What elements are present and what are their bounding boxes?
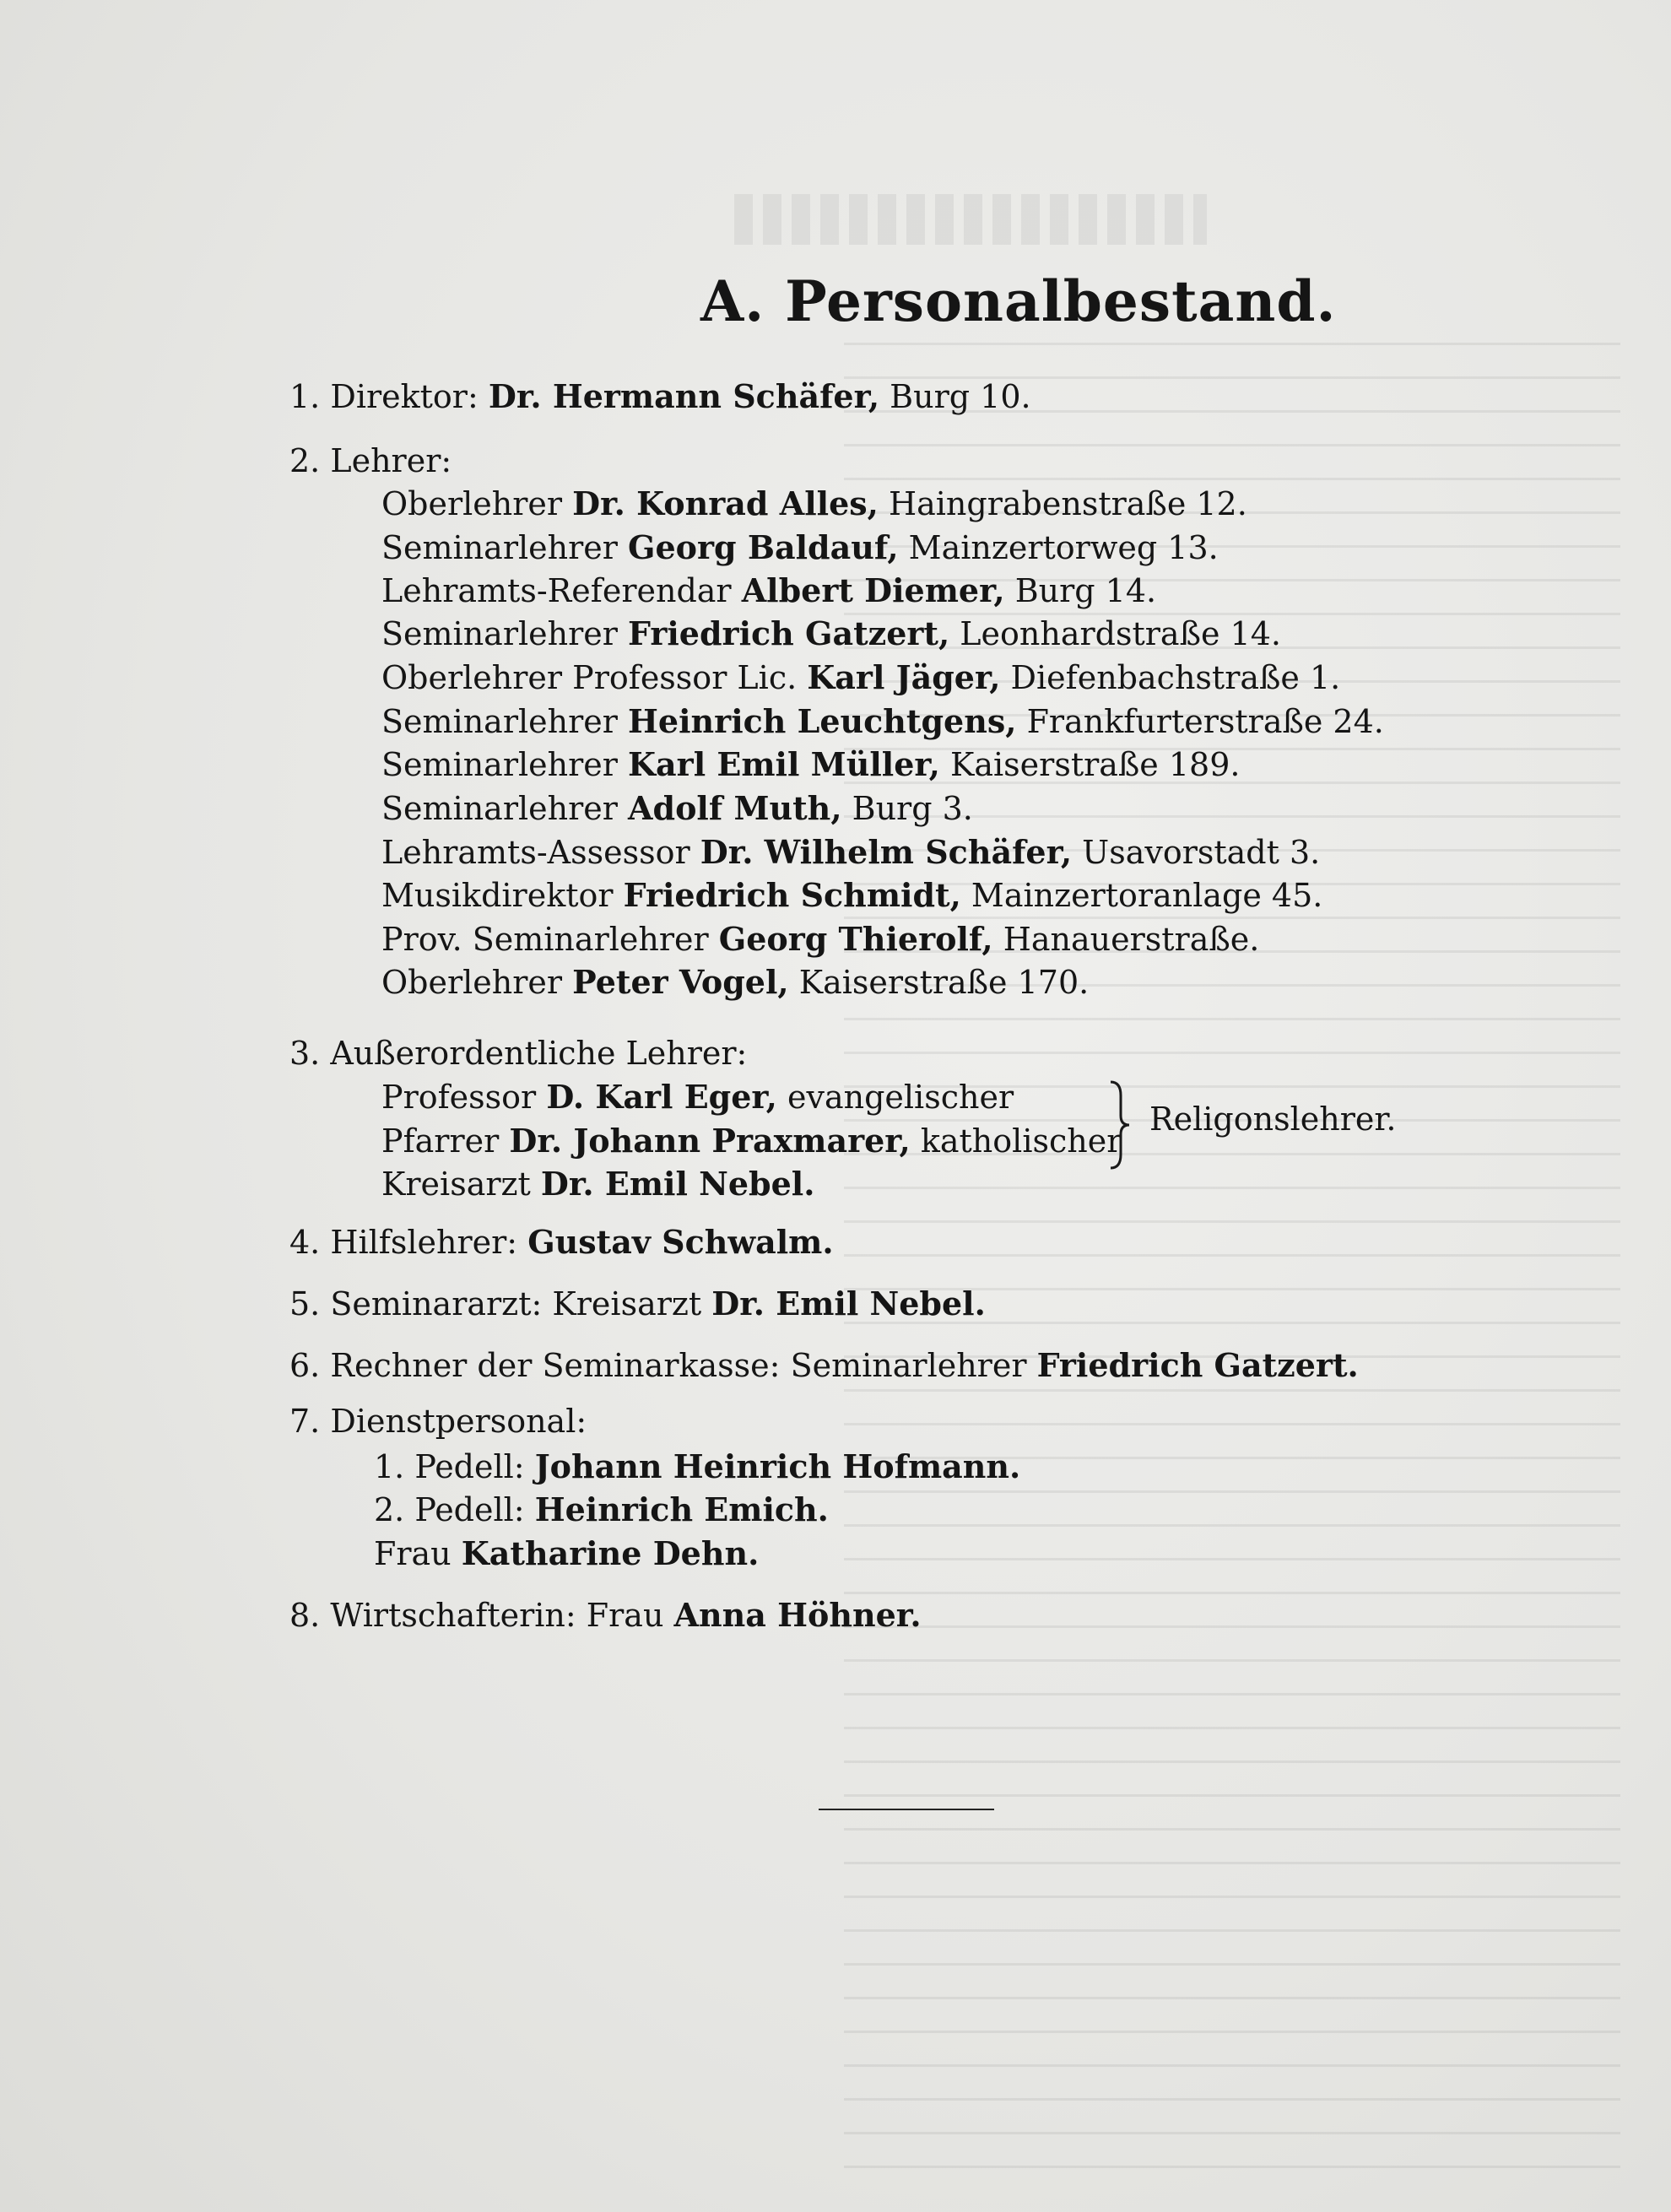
teacher-row [381, 614, 1281, 654]
section-divider [819, 1809, 994, 1810]
assistant-label: Hilfslehrer: [330, 1224, 518, 1261]
director-label: Direktor: [330, 378, 479, 415]
teacher-role: Musikdirektor [381, 877, 614, 914]
teacher-address: Kaiserstraße 170. [798, 964, 1090, 1001]
doctor-name: Dr. Emil Nebel. [711, 1284, 986, 1322]
teacher-role: Oberlehrer [381, 485, 563, 522]
teacher-role: Seminarlehrer [381, 529, 618, 566]
teacher-role: Lehramts-Referendar [381, 572, 732, 609]
extraordinary-note: evangelischer [787, 1079, 1014, 1116]
teacher-row [381, 657, 1340, 698]
teacher-row [381, 919, 1259, 960]
teacher-name: Dr. Konrad Alles, [572, 484, 879, 522]
teacher-row [381, 571, 1156, 611]
treasurer-role: Seminarlehrer [790, 1347, 1027, 1384]
teacher-name: Georg Thierolf, [718, 920, 993, 958]
teacher-role: Seminarlehrer [381, 703, 618, 740]
teacher-address: Kaiserstraße 189. [949, 746, 1241, 783]
housekeeper-label: Wirtschafterin: [330, 1597, 576, 1634]
staff-label: Dienstpersonal: [330, 1403, 587, 1440]
teacher-address: Usavorstadt 3. [1082, 834, 1321, 871]
staff-name: Katharine Dehn. [461, 1534, 760, 1572]
staff-role: 1. Pedell: [374, 1448, 525, 1485]
teacher-row [381, 832, 1320, 873]
religion-teacher-label: Religonslehrer. [1149, 1101, 1397, 1138]
teacher-role: Seminarlehrer [381, 790, 618, 827]
bleed-through-heading [734, 194, 1207, 245]
teacher-name: Georg Baldauf, [628, 528, 899, 566]
teacher-row [381, 484, 1247, 524]
staff-row [374, 1490, 829, 1530]
treasurer-line [289, 1345, 1359, 1386]
housekeeper-name: Anna Höhner. [673, 1596, 922, 1634]
extraordinary-row [381, 1164, 814, 1204]
item-number: 5. [289, 1285, 321, 1322]
teacher-role: Oberlehrer [381, 964, 563, 1001]
teacher-role: Lehramts-Assessor [381, 834, 690, 871]
teacher-name: Heinrich Leuchtgens, [628, 702, 1017, 740]
teacher-row [381, 788, 973, 829]
teacher-address: Burg 14. [1014, 572, 1157, 609]
extraordinary-role: Kreisarzt [381, 1165, 531, 1203]
teacher-row [381, 701, 1384, 742]
teacher-name: Friedrich Schmidt, [623, 876, 961, 914]
item-number: 8. [289, 1597, 321, 1634]
treasurer-label: Rechner der Seminarkasse: [330, 1347, 781, 1384]
page-title: A. Personalbestand. [700, 268, 1337, 334]
teacher-role: Prov. Seminarlehrer [381, 921, 709, 958]
item-number: 1. [289, 378, 321, 415]
staff-role: Frau [374, 1535, 452, 1572]
teacher-role: Seminarlehrer [381, 615, 618, 652]
teacher-role: Oberlehrer Professor Lic. [381, 659, 798, 696]
staff-heading [289, 1401, 587, 1441]
teacher-address: Diefenbachstraße 1. [1010, 659, 1341, 696]
teacher-address: Hanauerstraße. [1003, 921, 1260, 958]
staff-role: 2. Pedell: [374, 1491, 525, 1528]
extraordinary-heading [289, 1033, 747, 1074]
teacher-name: Dr. Wilhelm Schäfer, [700, 833, 1073, 871]
teacher-name: Albert Diemer, [741, 571, 1005, 609]
teacher-address: Haingrabenstraße 12. [888, 485, 1247, 522]
item-number: 6. [289, 1347, 321, 1384]
teacher-row [381, 962, 1089, 1003]
teacher-role: Seminarlehrer [381, 746, 618, 783]
extraordinary-row [381, 1077, 1014, 1117]
doctor-line [289, 1284, 986, 1324]
director-line [289, 376, 1031, 417]
teachers-label: Lehrer: [330, 442, 452, 479]
item-number: 3. [289, 1035, 321, 1072]
assistant-name: Gustav Schwalm. [527, 1223, 834, 1261]
extraordinary-name: Dr. Emil Nebel. [540, 1165, 815, 1203]
teacher-address: Leonhardstraße 14. [960, 615, 1281, 652]
doctor-label: Seminararzt: [330, 1285, 543, 1322]
staff-name: Johann Heinrich Hofmann. [534, 1447, 1021, 1485]
teachers-heading [289, 441, 452, 481]
director-address: Burg 10. [890, 378, 1031, 415]
teacher-address: Burg 3. [852, 790, 973, 827]
item-number: 2. [289, 442, 321, 479]
housekeeper-line [289, 1595, 922, 1636]
teacher-row [381, 527, 1219, 568]
teacher-name: Adolf Muth, [628, 789, 842, 827]
item-number: 4. [289, 1224, 321, 1261]
staff-row [374, 1447, 1020, 1487]
housekeeper-role: Frau [586, 1597, 664, 1634]
doctor-role: Kreisarzt [552, 1285, 702, 1322]
extraordinary-row [381, 1121, 1122, 1161]
teacher-name: Peter Vogel, [572, 963, 789, 1001]
teacher-address: Frankfurterstraße 24. [1026, 703, 1384, 740]
teacher-row [381, 744, 1240, 785]
extraordinary-note: katholischer [920, 1122, 1122, 1160]
extraordinary-name: Dr. Johann Praxmarer, [509, 1122, 911, 1160]
assistant-line [289, 1222, 834, 1263]
curly-brace-icon [1107, 1079, 1133, 1171]
teacher-row [381, 875, 1322, 916]
director-name: Dr. Hermann Schäfer, [488, 377, 880, 415]
extraordinary-role: Professor [381, 1079, 537, 1116]
teacher-address: Mainzertoranlage 45. [971, 877, 1323, 914]
extraordinary-name: D. Karl Eger, [546, 1078, 777, 1116]
teacher-address: Mainzertorweg 13. [908, 529, 1219, 566]
staff-name: Heinrich Emich. [534, 1490, 829, 1528]
staff-row [374, 1533, 759, 1574]
teacher-name: Karl Jäger, [807, 658, 1001, 696]
teacher-name: Friedrich Gatzert, [628, 614, 950, 652]
extraordinary-role: Pfarrer [381, 1122, 500, 1160]
item-number: 7. [289, 1403, 321, 1440]
teacher-name: Karl Emil Müller, [628, 745, 940, 783]
treasurer-name: Friedrich Gatzert. [1036, 1346, 1359, 1384]
extraordinary-label: Außerordentliche Lehrer: [330, 1035, 748, 1072]
